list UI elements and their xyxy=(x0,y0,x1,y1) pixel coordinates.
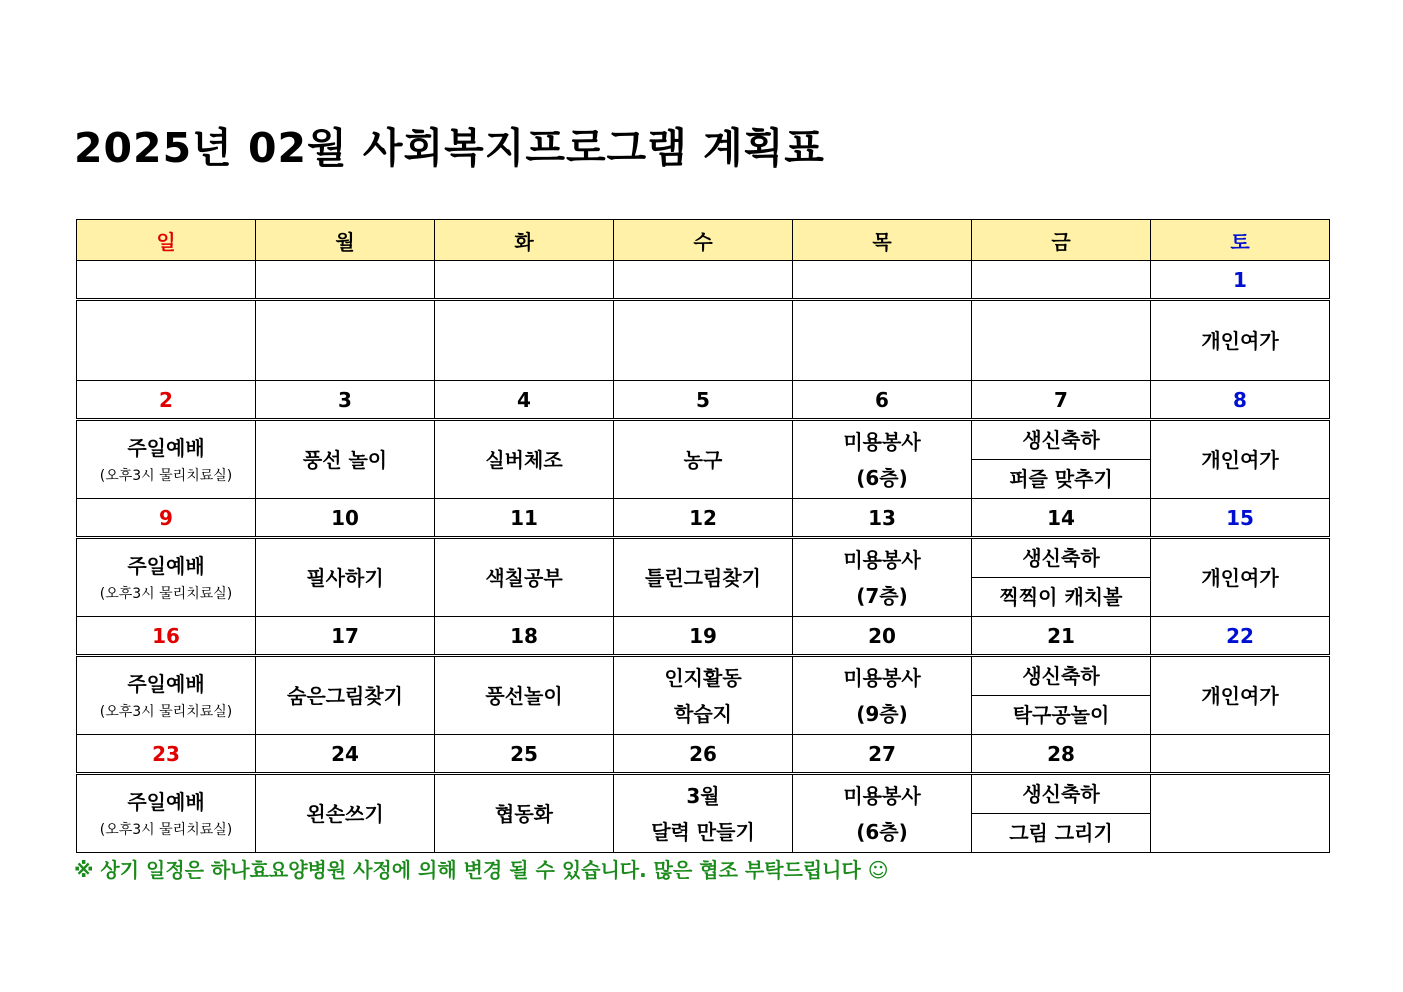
program-note: (오후3시 물리치료실) xyxy=(99,821,233,838)
program-cell xyxy=(435,420,614,499)
program-cell xyxy=(435,774,614,853)
program-row xyxy=(77,656,1330,735)
program-cell-saturday xyxy=(1151,420,1330,499)
program-cell-saturday xyxy=(1151,538,1330,617)
program-label: 미용봉사 xyxy=(843,547,921,572)
date-cell: 7 xyxy=(972,381,1151,420)
date-cell: 28 xyxy=(972,735,1151,774)
program-cell xyxy=(256,656,435,735)
program-label: 미용봉사 xyxy=(843,429,921,454)
program-label: 학습지 xyxy=(674,701,732,726)
date-cell: 9 xyxy=(77,499,256,538)
program-label: 풍선놀이 xyxy=(485,683,563,708)
program-cell-split xyxy=(972,656,1151,735)
date-cell: 1 xyxy=(1151,261,1330,300)
program-label: 생신축하 xyxy=(972,539,1150,578)
program-label: 생신축하 xyxy=(972,775,1150,814)
date-cell: 25 xyxy=(435,735,614,774)
weekday-tuesday: 화 xyxy=(435,220,614,261)
date-cell: 17 xyxy=(256,617,435,656)
date-row xyxy=(77,261,1330,300)
date-row xyxy=(77,499,1330,538)
program-label: 협동화 xyxy=(495,801,553,826)
program-note: (오후3시 물리치료실) xyxy=(99,585,233,602)
program-cell xyxy=(256,420,435,499)
program-cell xyxy=(614,538,793,617)
date-cell: 15 xyxy=(1151,499,1330,538)
date-cell: 24 xyxy=(256,735,435,774)
date-cell: 10 xyxy=(256,499,435,538)
program-label: 개인여가 xyxy=(1201,565,1279,590)
date-row xyxy=(77,735,1330,774)
date-cell: 2 xyxy=(77,381,256,420)
date-cell: 13 xyxy=(793,499,972,538)
date-cell: 14 xyxy=(972,499,1151,538)
weekday-saturday: 토 xyxy=(1151,220,1330,261)
program-cell-sunday xyxy=(77,774,256,853)
date-cell xyxy=(1151,735,1330,774)
program-row xyxy=(77,420,1330,499)
program-cell xyxy=(614,774,793,853)
program-label: 개인여가 xyxy=(1201,683,1279,708)
program-cell-sunday xyxy=(77,656,256,735)
date-cell: 21 xyxy=(972,617,1151,656)
date-cell: 20 xyxy=(793,617,972,656)
date-cell: 3 xyxy=(256,381,435,420)
date-cell: 26 xyxy=(614,735,793,774)
program-cell-empty xyxy=(1151,774,1330,853)
program-label: 달력 만들기 xyxy=(651,819,755,844)
program-label: 3월 xyxy=(686,783,720,808)
weekday-header-row xyxy=(77,220,1330,261)
date-cell: 11 xyxy=(435,499,614,538)
date-cell: 8 xyxy=(1151,381,1330,420)
program-calendar xyxy=(76,219,1330,853)
date-cell xyxy=(435,261,614,300)
program-label: 풍선 놀이 xyxy=(302,447,388,472)
date-cell: 22 xyxy=(1151,617,1330,656)
program-cell-empty xyxy=(256,300,435,381)
weekday-wednesday: 수 xyxy=(614,220,793,261)
program-cell-empty xyxy=(435,300,614,381)
program-row xyxy=(77,300,1330,381)
program-label: 필사하기 xyxy=(306,565,384,590)
program-label: 주일예배 xyxy=(127,789,205,814)
program-note: (오후3시 물리치료실) xyxy=(99,467,233,484)
date-cell: 12 xyxy=(614,499,793,538)
date-cell: 4 xyxy=(435,381,614,420)
date-cell xyxy=(614,261,793,300)
program-label: 탁구공놀이 xyxy=(1012,703,1110,727)
program-label: 그림 그리기 xyxy=(1009,821,1113,845)
program-cell-saturday xyxy=(1151,656,1330,735)
date-cell: 5 xyxy=(614,381,793,420)
weekday-monday: 월 xyxy=(256,220,435,261)
program-label: 주일예배 xyxy=(127,671,205,696)
program-cell-split xyxy=(972,420,1151,499)
program-label: 생신축하 xyxy=(972,421,1150,460)
program-label: (9층) xyxy=(856,701,908,726)
weekday-sunday: 일 xyxy=(77,220,256,261)
program-cell xyxy=(793,420,972,499)
program-label: 찍찍이 캐치볼 xyxy=(999,585,1123,609)
program-cell-split xyxy=(972,538,1151,617)
program-label: 농구 xyxy=(683,447,723,472)
program-label: 숨은그림찾기 xyxy=(287,683,403,708)
date-cell: 27 xyxy=(793,735,972,774)
program-cell-split xyxy=(972,774,1151,853)
program-cell xyxy=(256,538,435,617)
date-row xyxy=(77,617,1330,656)
program-label: (6층) xyxy=(856,465,908,490)
program-cell xyxy=(793,774,972,853)
program-label: 미용봉사 xyxy=(843,665,921,690)
weekday-friday: 금 xyxy=(972,220,1151,261)
date-row xyxy=(77,381,1330,420)
date-cell xyxy=(972,261,1151,300)
program-cell-sunday xyxy=(77,420,256,499)
program-cell xyxy=(614,656,793,735)
program-cell-empty xyxy=(972,300,1151,381)
program-note: (오후3시 물리치료실) xyxy=(99,703,233,720)
program-cell-sunday xyxy=(77,538,256,617)
program-cell xyxy=(793,538,972,617)
program-label: 인지활동 xyxy=(664,665,742,690)
program-row xyxy=(77,538,1330,617)
program-label: 개인여가 xyxy=(1201,447,1279,472)
program-label: 색칠공부 xyxy=(485,565,563,590)
date-cell: 19 xyxy=(614,617,793,656)
page-title: 2025년 02월 사회복지프로그램 계획표 xyxy=(74,124,825,172)
date-cell: 23 xyxy=(77,735,256,774)
program-label: 퍼즐 맞추기 xyxy=(1009,467,1113,491)
program-label: 개인여가 xyxy=(1201,328,1279,353)
program-cell xyxy=(435,656,614,735)
program-label: 주일예배 xyxy=(127,553,205,578)
program-label: (7층) xyxy=(856,583,908,608)
date-cell xyxy=(256,261,435,300)
program-label: (6층) xyxy=(856,819,908,844)
program-cell xyxy=(435,538,614,617)
date-cell xyxy=(793,261,972,300)
program-cell-empty xyxy=(614,300,793,381)
date-cell xyxy=(77,261,256,300)
program-cell xyxy=(256,774,435,853)
program-row xyxy=(77,774,1330,853)
program-cell xyxy=(793,656,972,735)
program-label: 생신축하 xyxy=(972,657,1150,696)
date-cell: 16 xyxy=(77,617,256,656)
program-cell xyxy=(614,420,793,499)
program-label: 틀린그림찾기 xyxy=(645,565,761,590)
program-label: 주일예배 xyxy=(127,435,205,460)
program-label: 미용봉사 xyxy=(843,783,921,808)
schedule-notice: ※ 상기 일정은 하나효요양병원 사정에 의해 변경 될 수 있습니다. 많은 협조 부탁드립니다 ☺ xyxy=(74,858,889,882)
date-cell: 18 xyxy=(435,617,614,656)
program-label: 실버체조 xyxy=(485,447,563,472)
program-cell-saturday xyxy=(1151,300,1330,381)
program-cell-empty xyxy=(77,300,256,381)
weekday-thursday: 목 xyxy=(793,220,972,261)
program-cell-empty xyxy=(793,300,972,381)
program-label: 왼손쓰기 xyxy=(306,801,384,826)
date-cell: 6 xyxy=(793,381,972,420)
